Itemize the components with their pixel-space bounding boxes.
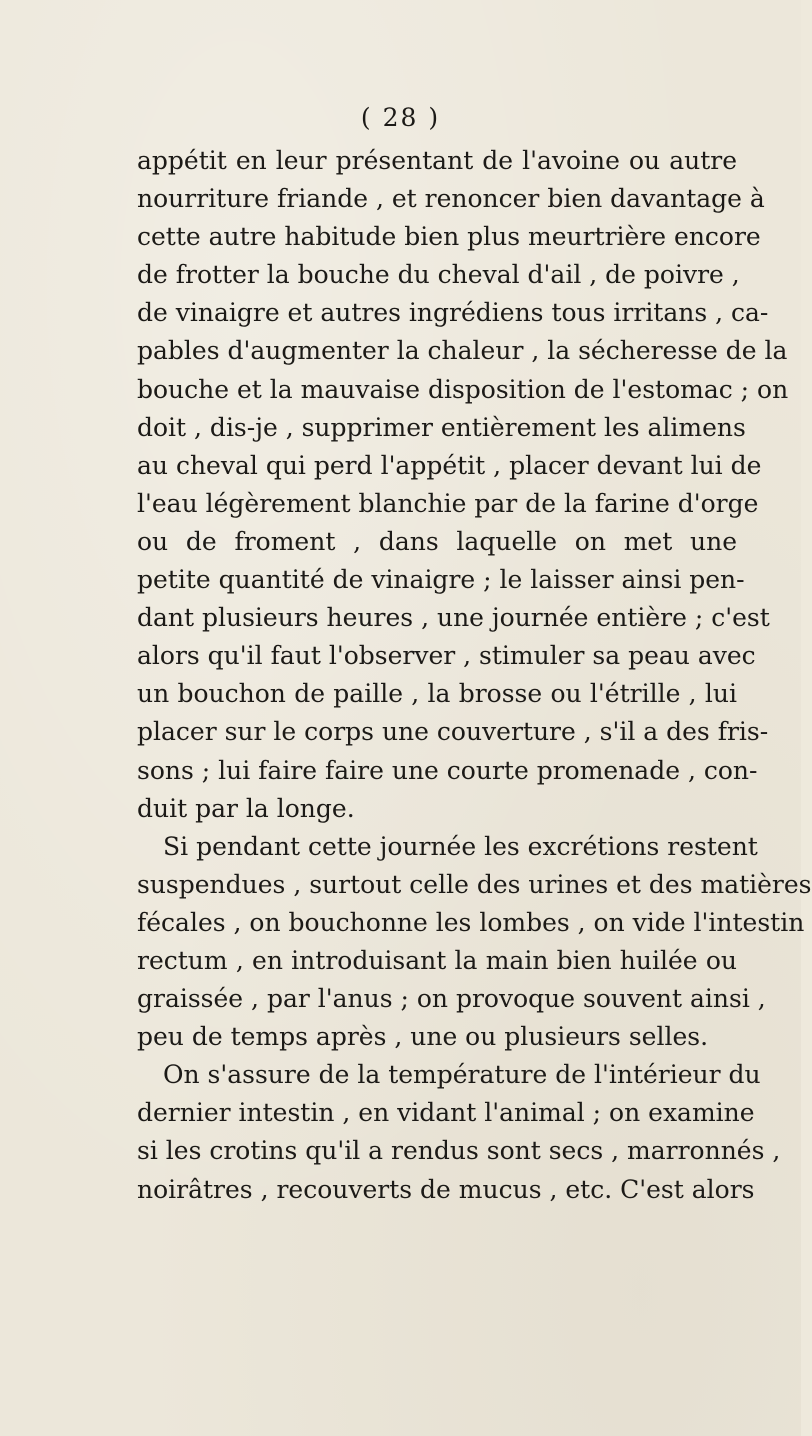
text-line: fécales , on bouchonne les lombes , on vide l'intestin <box>137 907 805 937</box>
paragraph-end-line: peu de temps après , une ou plusieurs selles. <box>137 1022 709 1052</box>
text-line: dernier intestin , en vidant l'animal ; on examine <box>137 1098 755 1128</box>
text-line: un bouchon de paille , la brosse ou l'étrille , lui <box>137 679 737 709</box>
text-line: petite quantité de vinaigre ; le laisser ainsi pen- <box>137 565 745 595</box>
text-line: l'eau légèrement blanchie par de la farine d'orge <box>137 488 759 518</box>
text-line: cette autre habitude bien plus meurtrière encore <box>137 222 761 252</box>
text-line: appétit en leur présentant de l'avoine ou autre <box>137 146 737 175</box>
text-line: suspendues , surtout celle des urines et des matières <box>137 869 812 899</box>
page-number: ( 28 ) <box>360 103 441 132</box>
text-line: graissée , par l'anus ; on provoque souvent ainsi , <box>137 984 766 1014</box>
body-text <box>137 142 812 1209</box>
text-line: nourriture friande , et renoncer bien davantage à <box>137 184 765 214</box>
text-line: ou de froment , dans laquelle on met une <box>137 526 737 556</box>
text-line: alors qu'il faut l'observer , stimuler sa peau avec <box>137 641 756 671</box>
text-line: dant plusieurs heures , une journée entière ; c'est <box>137 603 770 633</box>
text-line: rectum , en introduisant la main bien huilée ou <box>137 945 737 975</box>
text-line: au cheval qui perd l'appétit , placer devant lui de <box>137 450 762 480</box>
paragraph-start-line: On s'assure de la température de l'intérieur du <box>163 1060 761 1090</box>
text-line: noirâtres , recouverts de mucus , etc. C'est alors <box>137 1174 755 1204</box>
text-line: doit , dis-je , supprimer entièrement les alimens <box>137 412 746 442</box>
text-line: bouche et la mauvaise disposition de l'estomac ; on <box>137 374 789 404</box>
text-line: si les crotins qu'il a rendus sont secs , marronnés , <box>137 1136 781 1166</box>
text-line: pables d'augmenter la chaleur , la sécheresse de la <box>137 336 788 366</box>
paragraph-start-line: Si pendant cette journée les excrétions restent <box>163 831 758 861</box>
text-line: sons ; lui faire faire une courte promenade , con- <box>137 755 758 785</box>
text-line: de frotter la bouche du cheval d'ail , de poivre , <box>137 260 740 290</box>
text-line: placer sur le corps une couverture , s'il a des fris- <box>137 717 769 747</box>
text-line: de vinaigre et autres ingrédiens tous irritans , ca- <box>137 298 769 328</box>
paragraph-end-line: duit par la longe. <box>137 793 355 823</box>
